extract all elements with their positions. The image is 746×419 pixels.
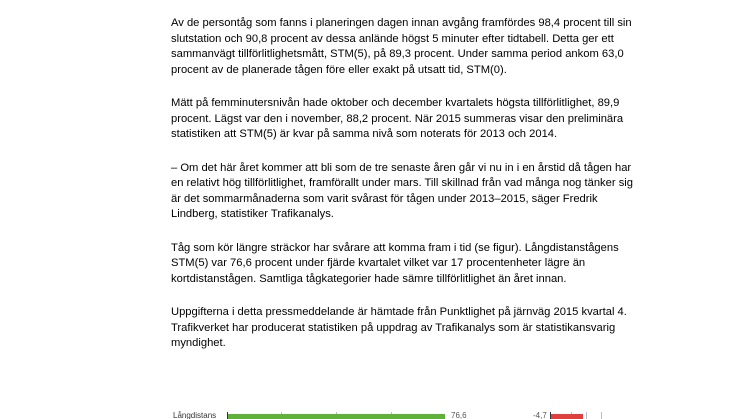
paragraph-line: Av de persontåg som fanns i planeringen dagen innan avgång framfördes 98,4 procent till sin [171,17,632,29]
stm5-bar [228,414,445,419]
paragraph-line: procent av de planerade tågen före eller exakt på utsatt tid, STM(0). [171,63,507,76]
paragraph-line: – Om det här året kommer att bli som de tre senaste åren går vi nu in i en årstid då tågen har [171,161,632,174]
paragraph-line: Lindberg, statistiker Trafikanalys. [171,208,334,220]
paragraph-4 [171,241,651,288]
stm5-value-label: 76,6 [451,411,467,419]
paragraph-1 [171,16,651,78]
paragraph-3-quote [171,161,651,223]
figure-row-label: Långdistans [173,411,217,419]
change-value-label: -4,7 [533,411,547,419]
paragraph-line: Tåg som kör längre sträckor har svårare att komma fram i tid (se figur). Långdistanstågens [171,241,619,254]
paragraph-line: slutstation och 90,8 procent av dessa anlände högst 5 minuter efter tidtabell. Detta ger ett [171,32,614,45]
gridline [601,412,602,419]
paragraph-5 [171,305,651,352]
paragraph-line: Trafikverket har producerat statistiken på uppdrag av Trafikanalys som är statistikansvarig [171,321,616,334]
paragraph-line: Mätt på femminutersnivån hade oktober och december kvartalets högsta tillförlitlighet, 89,9 [171,97,620,109]
figure-bar-chart-partial [171,404,651,419]
paragraph-line: myndighet. [171,337,226,349]
paragraph-line: procent. Lägst var den i november, 88,2 procent. När 2015 summeras visar den preliminära [171,112,624,125]
paragraph-line: sammanvägt tillförlitlighetsmått, STM(5), på 89,3 procent. Under samma period ankom 63,0 [171,48,624,60]
press-release-body [171,16,651,370]
paragraph-2 [171,96,651,143]
change-bar [551,414,583,419]
paragraph-line: kortdistanstågen. Samtliga tågkategorier hade sämre tillförlitlighet än året innan. [171,272,567,285]
paragraph-line: Uppgifterna i detta pressmeddelande är hämtade från Punktlighet på järnväg 2015 kvartal 4. [171,306,627,318]
gridline [586,412,587,419]
paragraph-line: statistiken att STM(5) är kvar på samma nivå som noterats för 2013 och 2014. [171,128,558,140]
paragraph-line: STM(5) var 76,6 procent under fjärde kvartalet vilket var 17 procentenheter lägre än [171,257,586,269]
paragraph-line: en relativt hög tillförlitlighet, framförallt under mars. Till skillnad från vad många nog tänker sig [171,177,634,189]
paragraph-line: är det sommarmånaderna som varit svårast för tågen under 2013–2015, säger Fredrik [171,192,598,205]
